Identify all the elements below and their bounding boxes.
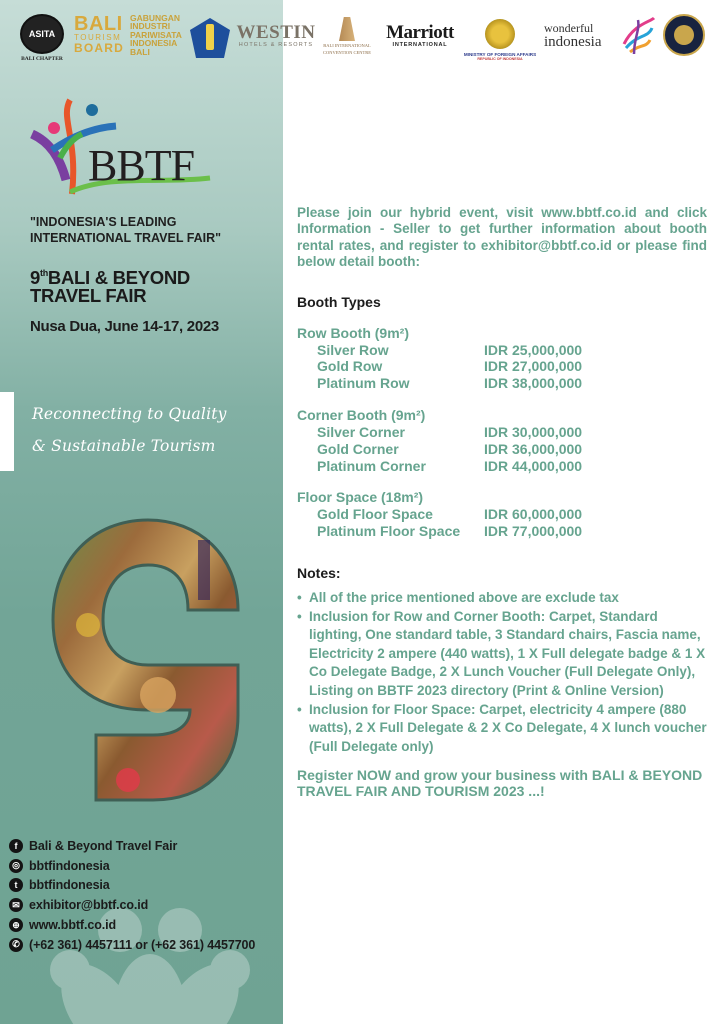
- register-cta: Register NOW and grow your business with BALI & BEYOND TRAVEL FAIR AND TOURISM 2023 ...!: [297, 767, 703, 800]
- group-title: Corner Booth (9m²): [297, 407, 426, 424]
- slogan: [32, 398, 282, 462]
- asita-logo: [14, 12, 70, 64]
- wi-line2: indonesia: [544, 34, 602, 50]
- bicc-logo: [316, 14, 378, 58]
- booth-price: IDR 27,000,000: [484, 358, 583, 375]
- contact-website[interactable]: [9, 915, 285, 935]
- booth-item: [297, 342, 707, 359]
- mofa-sub: REPUBLIC OF INDONESIA: [477, 57, 523, 61]
- contact-phone[interactable]: [9, 935, 285, 955]
- event-title: [30, 264, 280, 305]
- note-item: • Inclusion for Floor Space: Carpet, electricity 4 ampere (880 watts), 2 X Full Delegate & 2 X Co Delegate, 4 X lunch voucher (Full Delegate only): [297, 701, 707, 757]
- edition-suffix: th: [40, 268, 48, 278]
- booth-item: [297, 506, 707, 523]
- booth-name: Gold Corner: [317, 440, 399, 457]
- contact-text: bbtfindonesia: [29, 878, 110, 893]
- booth-name: Gold Floor Space: [317, 506, 433, 523]
- mofa-emblem-icon: [485, 19, 515, 49]
- asita-seal: ASITA: [20, 14, 64, 54]
- booth-name: Platinum Floor Space: [317, 523, 461, 540]
- gipi-line: GABUNGAN: [130, 12, 181, 23]
- marriott-name: Marriott: [386, 21, 454, 43]
- bicc-sub: CONVENTION CENTRE: [322, 50, 372, 55]
- booth-name: Gold Row: [317, 358, 383, 375]
- gipi-logo: [130, 14, 188, 56]
- bali-tourism-board-logo: [74, 12, 128, 56]
- title-line2: TRAVEL FAIR: [30, 285, 147, 306]
- group-title: Row Booth (9m²): [297, 324, 409, 341]
- contact-instagram[interactable]: [9, 856, 285, 876]
- note-item: • All of the price mentioned above are exclude tax: [297, 589, 707, 608]
- tagline-line1: "INDONESIA'S LEADING: [30, 215, 177, 229]
- booth-name: Platinum Corner: [317, 457, 426, 474]
- booth-item: [297, 424, 707, 441]
- bali-province-crest-icon: [188, 16, 232, 60]
- intro-paragraph: Please join our hybrid event, visit www.bbtf.co.id and click Information - Seller to get further information about booth rental rates, and register to exhibitor@bbtf.co.id or please find below detail booth:: [297, 205, 707, 270]
- mofa-name: MINISTRY OF FOREIGN AFFAIRS: [463, 52, 537, 57]
- email-icon: ✉: [9, 898, 23, 912]
- westin-logo: [238, 20, 314, 52]
- booth-group-row: [297, 325, 707, 392]
- bicc-name: BALI INTERNATIONAL: [323, 43, 371, 48]
- btb-line2: TOURISM: [74, 32, 122, 42]
- btb-line3: BOARD: [74, 40, 124, 55]
- booth-price: IDR 60,000,000: [484, 506, 583, 523]
- instagram-icon: ◎: [9, 859, 23, 873]
- contact-list: [9, 836, 285, 955]
- bbtf-logo: [30, 98, 215, 200]
- contact-email[interactable]: [9, 895, 285, 915]
- globe-icon: ⊕: [9, 918, 23, 932]
- wi-line1: wonderful: [544, 21, 594, 35]
- gipi-line: BALI: [130, 46, 150, 57]
- garuda-bird-icon: [620, 14, 656, 56]
- contact-facebook[interactable]: [9, 836, 285, 856]
- contact-text: (+62 361) 4457111 or (+62 361) 4457700: [29, 937, 256, 952]
- booth-info-column: [297, 205, 707, 799]
- booth-price: IDR 36,000,000: [484, 440, 583, 457]
- contact-text: www.bbtf.co.id: [29, 918, 117, 933]
- booth-item: [297, 523, 707, 540]
- booth-item: [297, 458, 707, 475]
- slogan-line1: Reconnecting to Quality: [32, 405, 227, 423]
- booth-price: IDR 25,000,000: [484, 341, 583, 358]
- booth-name: Silver Row: [317, 341, 389, 358]
- asita-chapter-label: BALI CHAPTER: [21, 56, 63, 62]
- bbtf-wordmark: BBTF: [88, 141, 195, 190]
- booth-item: [297, 358, 707, 375]
- sponsor-logo-strip: [0, 0, 724, 70]
- nine-photo-collage: [48, 515, 248, 805]
- notes-heading: Notes:: [297, 565, 341, 581]
- twitter-icon: t: [9, 878, 23, 892]
- wonderful-indonesia-logo: [544, 14, 658, 58]
- booth-price: IDR 30,000,000: [484, 424, 583, 441]
- slogan-line2: & Sustainable Tourism: [32, 437, 216, 455]
- mofa-logo: [458, 14, 542, 66]
- edition-number: 9: [30, 267, 40, 288]
- contact-text: bbtfindonesia: [29, 858, 110, 873]
- contact-text: Bali & Beyond Travel Fair: [29, 838, 178, 853]
- group-title: Floor Space (18m²): [297, 489, 424, 506]
- contact-twitter[interactable]: [9, 876, 285, 896]
- marriott-sub: INTERNATIONAL: [392, 41, 448, 48]
- booth-name: Platinum Row: [317, 375, 410, 392]
- booth-item: [297, 375, 707, 392]
- gipi-line: INDUSTRI: [130, 21, 171, 32]
- booth-group-floor: [297, 489, 707, 540]
- slogan-accent-bar: [0, 392, 14, 471]
- booth-price: IDR 44,000,000: [484, 457, 583, 474]
- btb-line1: BALI: [74, 12, 123, 35]
- notes-list: [297, 589, 707, 756]
- booth-price: IDR 77,000,000: [484, 523, 583, 540]
- gipi-line: INDONESIA: [130, 38, 178, 49]
- facebook-icon: f: [9, 839, 23, 853]
- phone-icon: ✆: [9, 938, 23, 952]
- booth-types-heading: Booth Types: [297, 293, 381, 310]
- national-emblem-icon: [662, 13, 706, 57]
- tagline-line2: INTERNATIONAL TRAVEL FAIR": [30, 231, 222, 245]
- booth-name: Silver Corner: [317, 424, 405, 441]
- booth-item: [297, 441, 707, 458]
- booth-price: IDR 38,000,000: [484, 375, 583, 392]
- bicc-tower-icon: [339, 17, 355, 41]
- event-date: Nusa Dua, June 14-17, 2023: [30, 318, 219, 335]
- booth-group-corner: [297, 407, 707, 474]
- tagline: [30, 214, 280, 246]
- contact-text: exhibitor@bbtf.co.id: [29, 898, 149, 913]
- marriott-logo: [382, 20, 458, 50]
- note-item: • Inclusion for Row and Corner Booth: Carpet, Standard lighting, One standard table, 3 Standard chairs, Fascia name, Electricity 2 ampere (440 watts), 1 X Full delegate badge & 1 X Co Delegate Badge, 2 X Lunch Voucher (Full Delegate Only), Listing on BBTF 2023 directory (Print & Online Version): [297, 608, 707, 701]
- westin-name: WESTIN: [236, 22, 316, 43]
- westin-sub: HOTELS & RESORTS: [238, 42, 314, 48]
- gipi-line: PARIWISATA: [130, 29, 182, 40]
- title-line1: BALI & BEYOND: [47, 267, 190, 288]
